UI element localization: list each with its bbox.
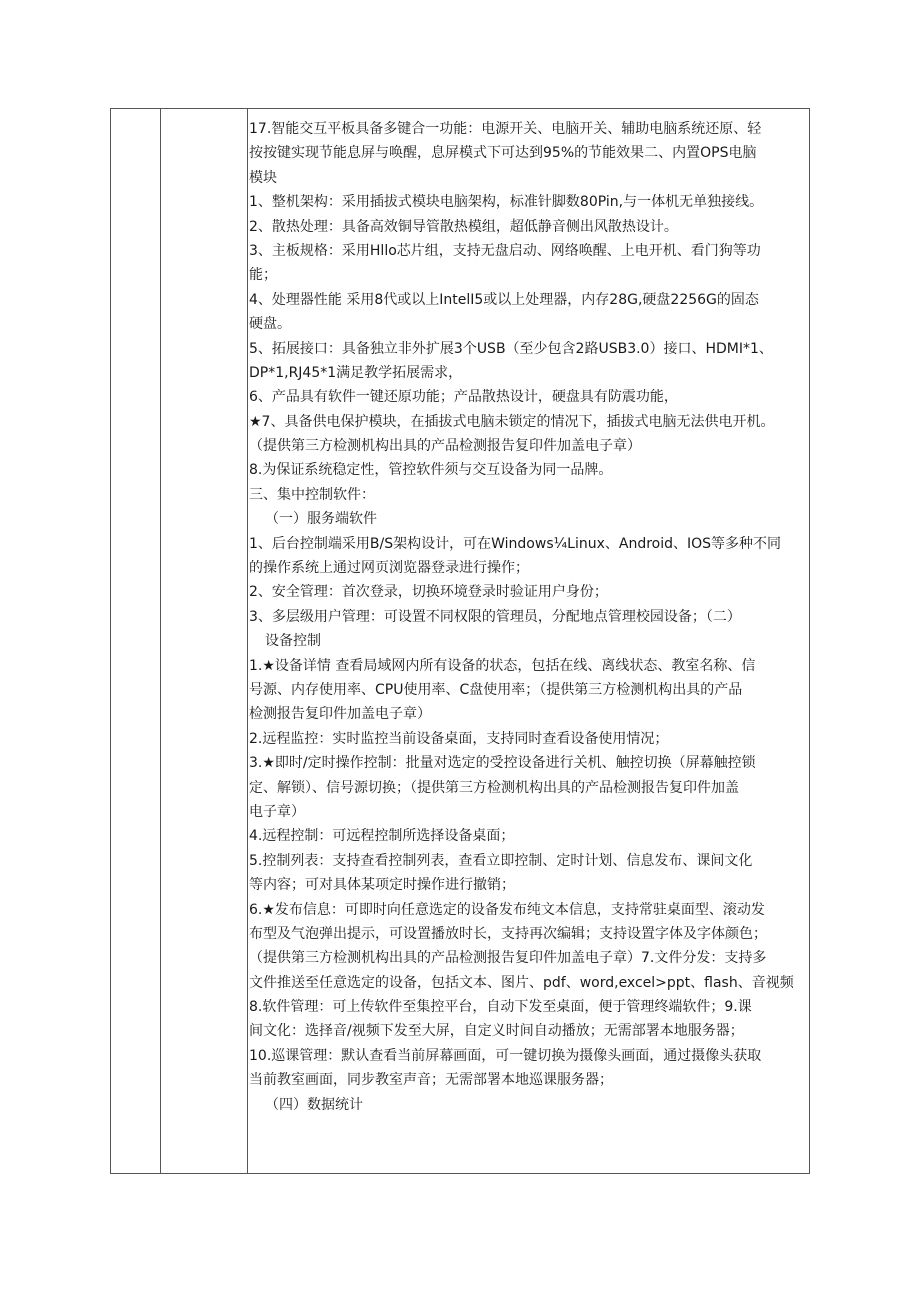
text-line: 8.为保证系统稳定性，管控软件须与交互设备为同一品牌。 (249, 462, 613, 479)
text-line: 4、处理器性能 采用8代或以上IntelI5或以上处理器，内存28G,硬盘2256G的固态 (249, 291, 759, 308)
text-line: 检测报告复印件加盖电子章） (249, 706, 431, 723)
column-divider (160, 109, 161, 1173)
text-line: 6、产品具有软件一键还原功能；产品散热设计，硬盘具有防震功能， (249, 389, 678, 406)
column-divider (247, 109, 248, 1173)
text-line: 2、散热处理：具备高效铜导管散热模组，超低静音侧出风散热设计。 (249, 218, 678, 235)
text-line: 等内容；可对具体某项定时操作进行撤销； (249, 877, 515, 894)
text-line: 文件推送至任意选定的设备，包括文本、图片、pdf、word,excel>ppt、flash、音视频 (249, 974, 794, 991)
text-line: 定、解锁）、信号源切换；（提供第三方检测机构出具的产品检测报告复印件加盖 (249, 779, 739, 796)
text-line: 号源、内存使用率、CPU使用率、C盘使用率；（提供第三方检测机构出具的产品 (249, 681, 743, 698)
text-line: 间文化：选择音/视频下发至大屏，自定义时间自动播放；无需部署本地服务器； (249, 1023, 744, 1040)
text-line: 1.★设备详情 查看局域网内所有设备的状态，包括在线、离线状态、教室名称、信 (249, 657, 756, 674)
text-line: 当前教室画面，同步教室声音；无需部署本地巡课服务器； (249, 1072, 613, 1089)
text-line: 模块 (249, 169, 277, 186)
spec-text-cell (249, 117, 809, 1117)
text-line: 电子章） (249, 803, 305, 820)
text-line: 2、安全管理：首次登录，切换环境登录时验证用户身份； (249, 584, 608, 601)
text-line: 17.智能交互平板具备多键合一功能：电源开关、电脑开关、辅助电脑系统还原、轻 (249, 121, 762, 137)
text-line: 4.远程控制：可远程控制所选择设备桌面； (249, 828, 515, 845)
spec-table (110, 108, 810, 1174)
text-line: 布型及气泡弹出提示，可设置播放时长，支持再次编辑；支持设置字体及字体颜色； (249, 925, 767, 942)
text-line: 能； (249, 267, 277, 284)
text-line: 10.巡课管理：默认查看当前屏幕画面，可一键切换为摄像头画面，通过摄像头获取 (249, 1047, 762, 1064)
text-line: 6.★发布信息：可即时向任意选定的设备发布纯文本信息，支持常驻桌面型、滚动发 (249, 901, 765, 918)
text-line: 8.软件管理：可上传软件至集控平台，自动下发至桌面，便于管理终端软件；9.课 (249, 999, 752, 1016)
subsection-heading: （四）数据统计 (265, 1096, 363, 1113)
text-line: 2.远程监控：实时监控当前设备桌面，支持同时查看设备使用情况； (249, 730, 669, 747)
section-heading: 三、集中控制软件： (249, 486, 375, 503)
text-line: ★7、具备供电保护模块，在插拔式电脑未锁定的情况下，插拔式电脑无法供电开机。 (249, 413, 775, 430)
text-line: 3.★即时/定时操作控制：批量对选定的受控设备进行关机、触控切换（屏幕触控锁 (249, 755, 756, 772)
subsection-heading: 设备控制 (265, 633, 321, 650)
text-line: 硬盘。 (249, 316, 291, 333)
text-line: （提供第三方检测机构出具的产品检测报告复印件加盖电子章）7.文件分发：支持多 (249, 950, 767, 967)
text-line: 的操作系统上通过网页浏览器登录进行操作； (249, 560, 529, 577)
text-line: 5.控制列表：支持查看控制列表，查看立即控制、定时计划、信息发布、课间文化 (249, 852, 753, 869)
text-line: 1、后台控制端采用B/S架构设计，可在Windows¼Linux、Android、IOS等多种不同 (249, 535, 782, 552)
subsection-heading: （一）服务端软件 (265, 511, 377, 528)
text-line: 3、主板规格：采用Hllo芯片组，支持无盘启动、网络唤醒、上电开机、看门狗等功 (249, 242, 761, 259)
text-line: 1、整机架构：采用插拔式模块电脑架构，标准针脚数80Pin,与一体机无单独接线。 (249, 194, 764, 211)
text-line: DP*1,RJ45*1满足教学拓展需求， (249, 364, 463, 381)
text-line: 5、拓展接口：具备独立非外扩展3个USB（至少包含2路USB3.0）接口、HDMI*1、 (249, 340, 773, 357)
text-line: 按按键实现节能息屏与唤醒，息屏模式下可达到95%的节能效果二、内置OPS电脑 (249, 145, 757, 162)
text-line: （提供第三方检测机构出具的产品检测报告复印件加盖电子章） (249, 438, 641, 455)
text-line: 3、多层级用户管理：可设置不同权限的管理员，分配地点管理校园设备；（二） (249, 608, 741, 625)
